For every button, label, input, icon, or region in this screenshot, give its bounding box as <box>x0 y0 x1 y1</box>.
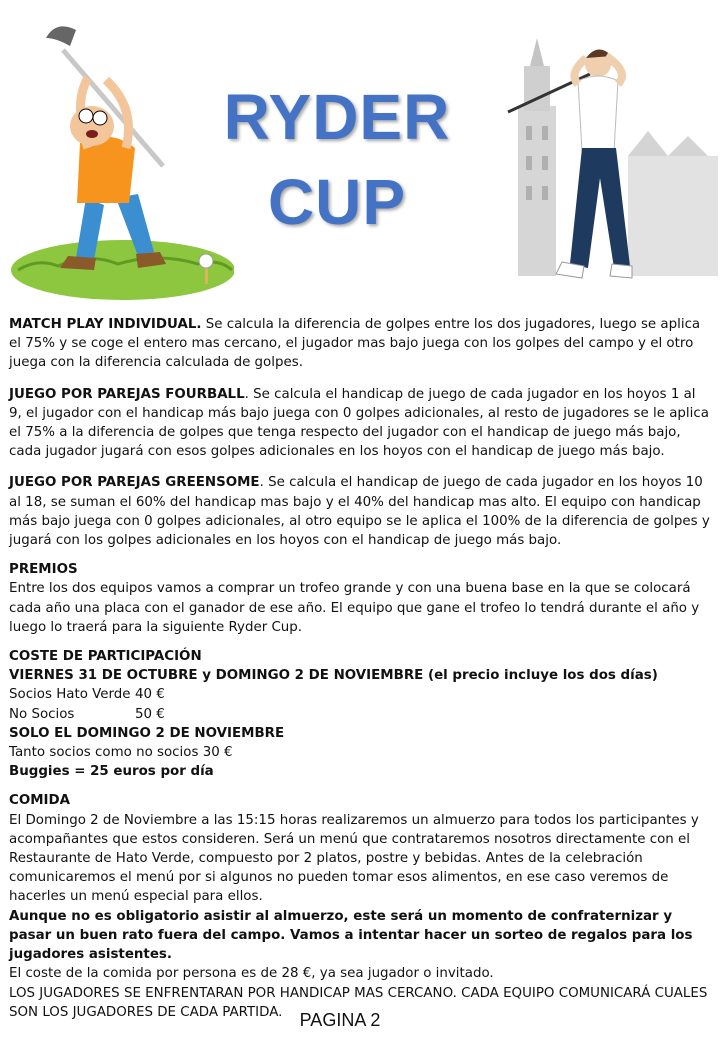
section-match-play <box>9 315 711 373</box>
comida-bold-text: Aunque no es obligatorio asistir al almuerzo, este será un momento de confraternizar y pasar un buen rato fuera del campo. Vamos a intentar hacer un sorteo de regalos para los jugadores asistentes. <box>9 908 693 963</box>
socios-price: 40 € <box>135 687 165 703</box>
coste-both-days: VIERNES 31 DE OCTUBRE y DOMINGO 2 DE NOVIEMBRE (el precio incluye los dos días) <box>9 668 658 684</box>
golfer-cathedral-illustration <box>478 36 718 298</box>
no-socios-price: 50 € <box>135 706 165 722</box>
socios-label: Socios Hato Verde <box>9 687 131 703</box>
section-fourball <box>9 385 711 462</box>
match-play-heading: MATCH PLAY INDIVIDUAL. <box>9 317 202 332</box>
sunday-only-heading: SOLO EL DOMINGO 2 DE NOVIEMBRE <box>9 725 285 741</box>
title-line-2: CUP <box>267 166 407 238</box>
coste-heading: COSTE DE PARTICIPACIÓN <box>9 649 202 665</box>
premios-text: Entre los dos equipos vamos a comprar un trofeo grande y con una buena base en la que se colocará cada año una placa con el ganador de ese año. El equipo que gane el trofeo lo tendrá durante el año y luego lo traerá para la siguiente Ryder Cup. <box>9 581 700 635</box>
greensome-text: . Se calcula el handicap de juego de cada jugador en los hoyos 10 al 18, se suman el 60% del handicap mas bajo y el 40% del handicap mas alto. El equipo con handicap más bajo juega con 0 golpes adicionales, al otro equipo se le aplica el 100% de la diferencia de golpes y jugará con los golpes adicionales en los hoyos con el handicap de juego más bajo. <box>9 475 710 549</box>
cartoon-golfer-illustration <box>8 8 234 306</box>
sunday-price: Tanto socios como no socios 30 € <box>9 745 233 761</box>
comida-caps-text: LOS JUGADORES SE ENFRENTARAN POR HANDICAP MAS CERCANO. CADA EQUIPO COMUNICARÁ CUALES SON LOS JUGADORES DE CADA PARTIDA. <box>9 985 708 1020</box>
no-socios-label: No Socios <box>9 706 75 722</box>
body-text <box>9 315 711 1022</box>
comida-heading: COMIDA <box>9 793 70 809</box>
section-greensome <box>9 473 711 550</box>
price-row-socios <box>9 685 711 704</box>
price-row-no-socios <box>9 705 711 724</box>
title-line-1: RYDER <box>223 81 451 153</box>
comida-price-text: El coste de la comida por persona es de 28 €, ya sea jugador o invitado. <box>9 966 494 982</box>
comida-text: El Domingo 2 de Noviembre a las 15:15 horas realizaremos un almuerzo para todos los participantes y acompañantes que estos consideren. Será un menú que contrataremos nosotros directamente con el Restaurante de Hato Verde, compuesto por 2 platos, postre y bebidas. Antes de la celebración comunicaremos el menú por si algunos no pueden tomar esos alimentos, en ese caso veremos de hacerles un menú especial para ellos. <box>9 812 699 905</box>
match-play-text: Se calcula la diferencia de golpes entre los dos jugadores, luego se aplica el 75% y se coge el entero mas cercano, el jugador mas bajo juega con los golpes del campo y el otro juega con la diferencia calculada de golpes. <box>9 317 701 371</box>
fourball-text: . Se calcula el handicap de juego de cada jugador en los hoyos 1 al 9, el jugador con el handicap más bajo juega con 0 golpes adicionales, al resto de jugadores se le aplica el 75% a la diferencia de golpes que tenga respecto del jugador con el handicap de juego más bajo, cada jugador jugará con esos golpes adicionales en los hoyos con el handicap de juego más bajo. <box>9 386 709 460</box>
fourball-heading: JUEGO POR PAREJAS FOURBALL <box>9 386 245 402</box>
premios-heading: PREMIOS <box>9 562 78 578</box>
greensome-heading: JUEGO POR PAREJAS GREENSOME <box>9 475 260 491</box>
page-number: PAGINA 2 <box>299 1010 381 1030</box>
buggies-price: Buggies = 25 euros por día <box>9 764 214 780</box>
